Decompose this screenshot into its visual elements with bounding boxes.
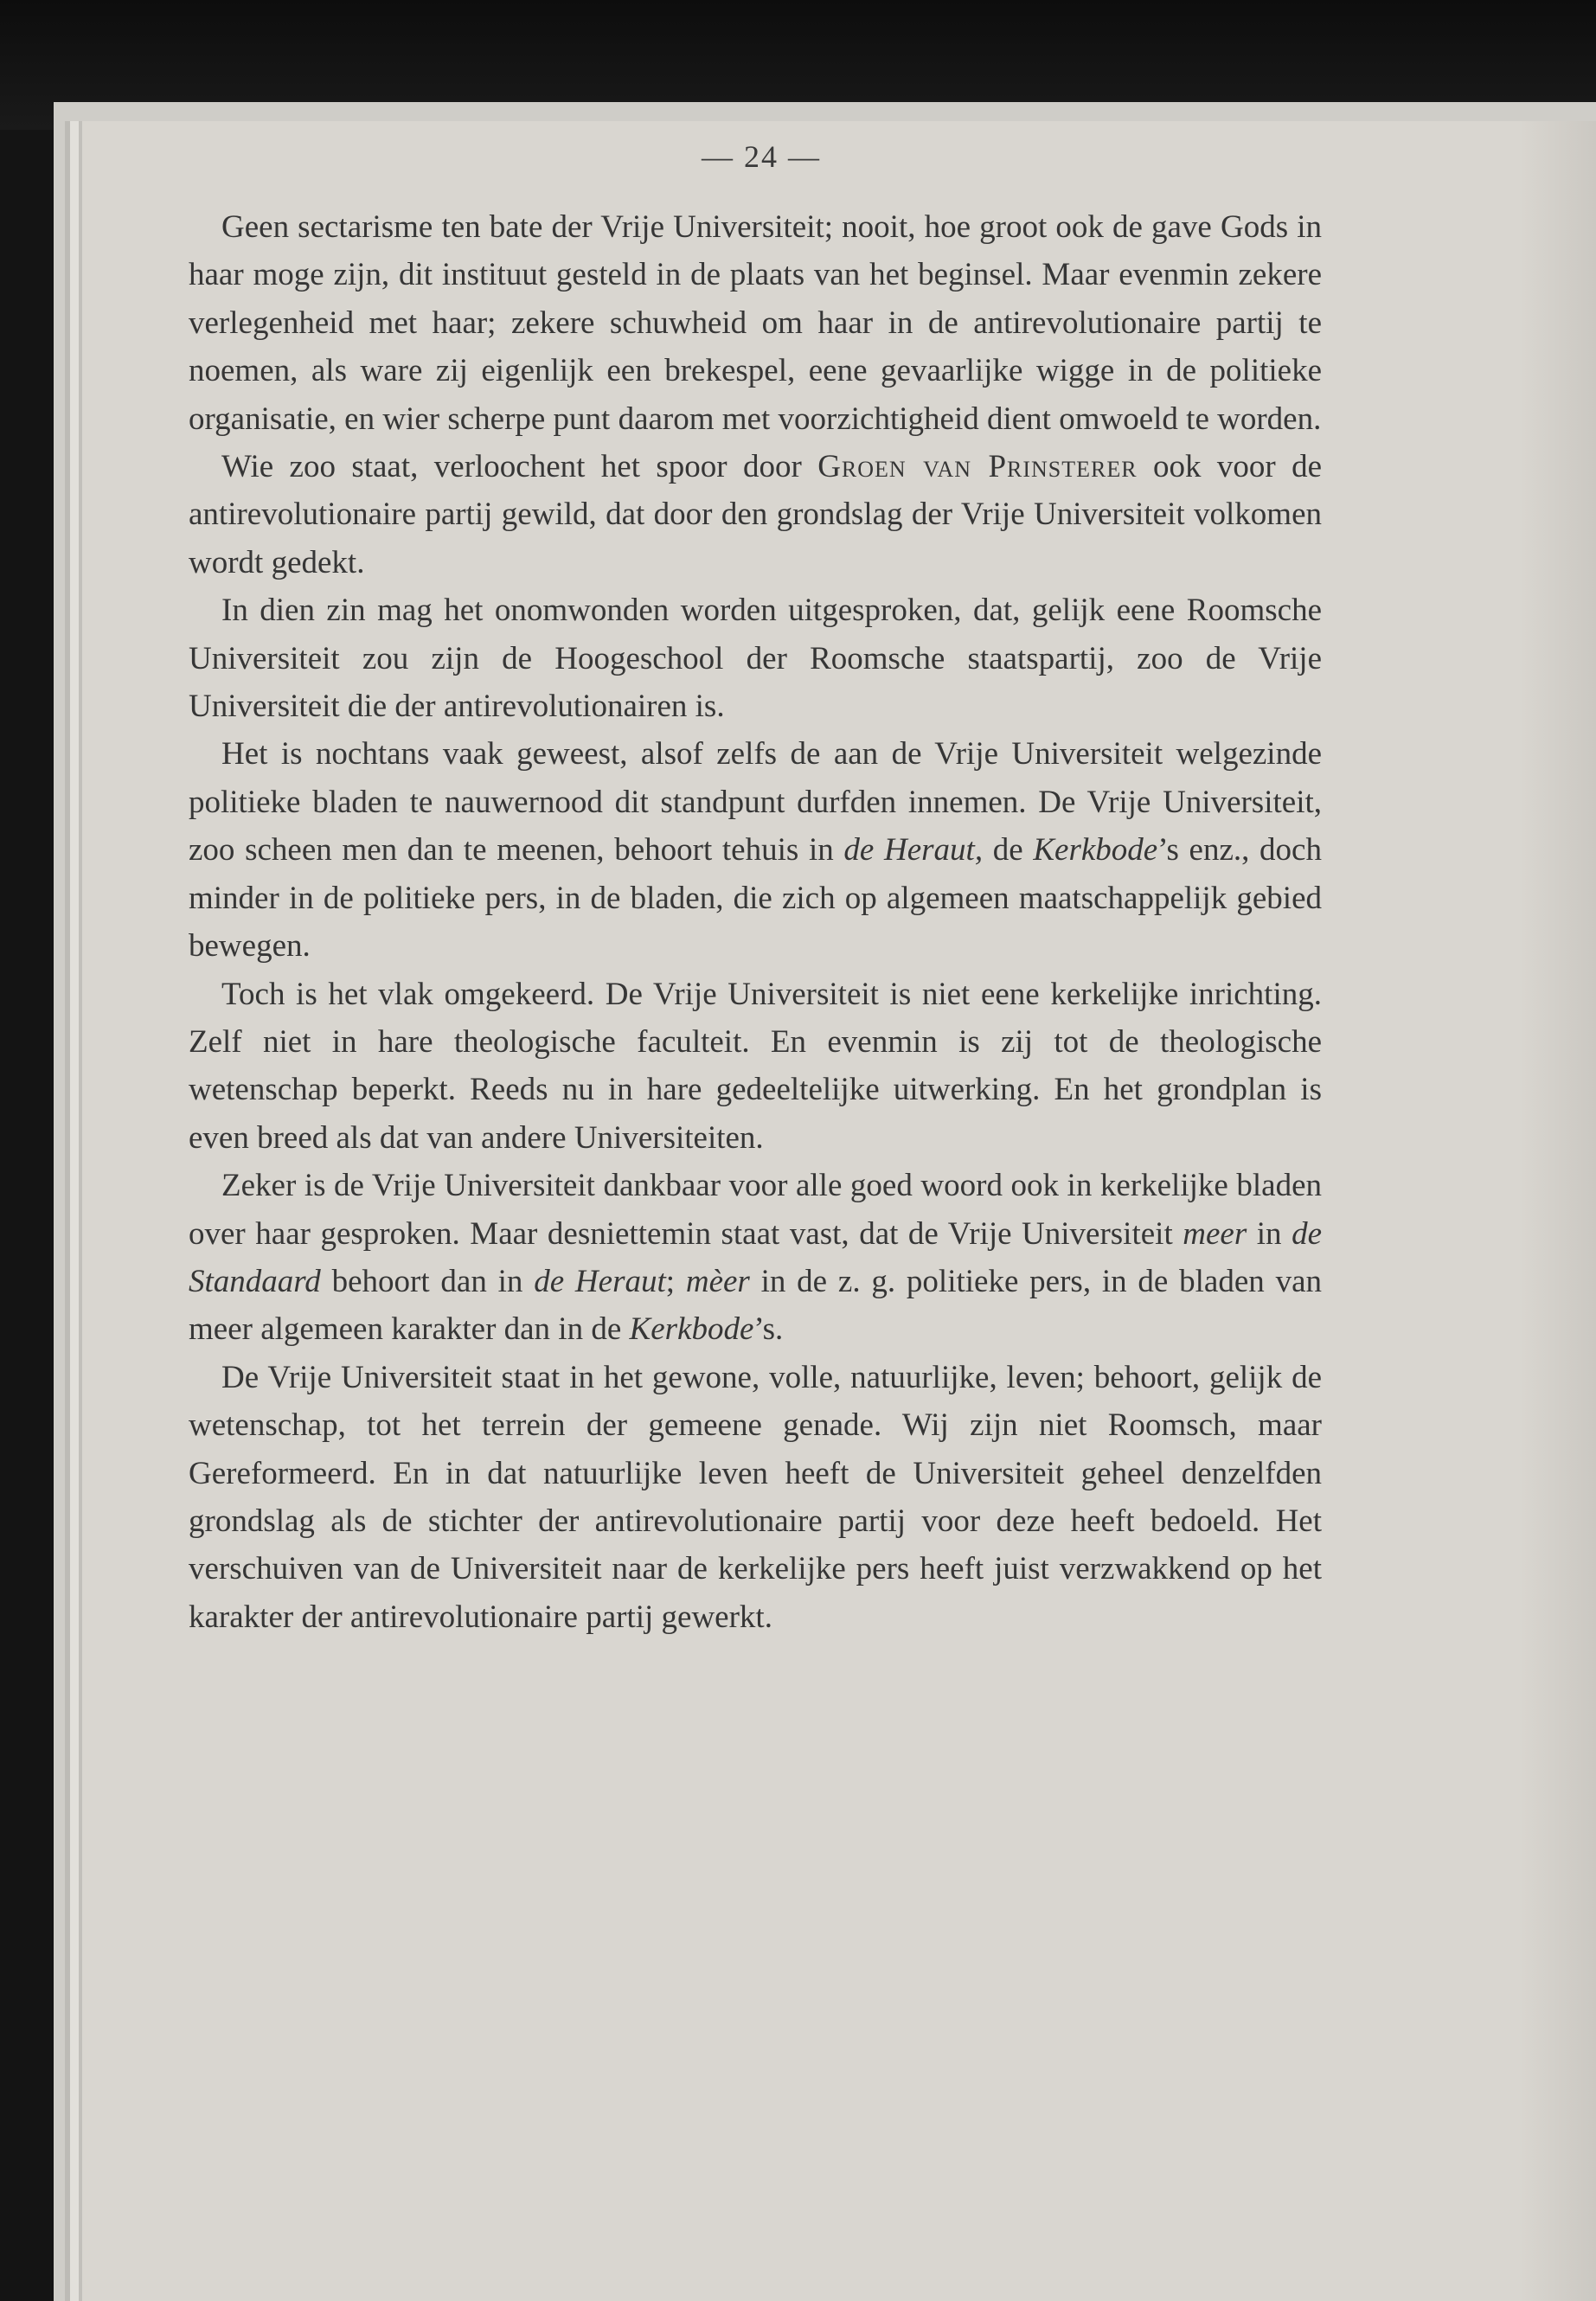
paragraph (189, 203, 1322, 443)
text-run: De Vrije Universiteit staat in het gewone, volle, natuurlijke, leven; behoort, gelijk de wetenschap, tot het terrein der gemeene genade. Wij zijn niet Roomsch, maar Gereformeerd. En in dat natuurlijke leven heeft de Universiteit geheel denzelfden grondslag als de stichter der antirevolutionaire partij voor deze heeft bedoeld. Het verschuiven van de Universiteit naar de kerkelijke pers heeft juist verzwakkend op het karakter der antirevolutionaire partij gewerkt. (189, 1359, 1322, 1635)
small-caps-text: Groen van Prinsterer (817, 449, 1138, 485)
text-run: ; (665, 1263, 686, 1299)
text-run: in (1247, 1215, 1292, 1252)
italic-text: Kerkbode (629, 1311, 754, 1348)
body-text (189, 203, 1322, 1641)
italic-text: meer (1183, 1215, 1247, 1252)
text-run: Geen sectarisme ten bate der Vrije Universiteit; nooit, hoe groot ook de gave Gods in haar moge zijn, dit instituut gesteld in de plaats van het beginsel. Maar evenmin zekere verlegenheid met haar; zekere schuwheid om haar in de antirevolutionaire partij te noemen, als ware zij eigenlijk een brekespel, eene gevaarlijke wigge in de politieke organisatie, en wier scherpe punt daarom met voorzichtigheid dient omwoeld te worden. (189, 209, 1322, 437)
paragraph (189, 730, 1322, 970)
text-run: de (983, 832, 1034, 868)
text-run: in de z. g. politieke pers, in de bladen van meer algemeen karakter dan in de (189, 1263, 1322, 1348)
italic-text: Kerkbode (1033, 832, 1158, 868)
italic-text: mèer (685, 1263, 750, 1299)
text-run: Het is nochtans vaak geweest, alsof zelfs de aan de Vrije Universiteit welgezinde politieke bladen te nauwernood dit standpunt durfden innemen. De Vrije Universiteit, zoo scheen men dan te meenen, behoort tehuis in (189, 736, 1322, 868)
text-run: Toch is het vlak omgekeerd. De Vrije Universiteit is niet eene kerkelijke inrichting. Zelf niet in hare theologische faculteit. En evenmin is zij tot de theologische wetenschap beperkt. Reeds nu in hare gedeeltelijke uitwerking. En het grondplan is even breed als dat van andere Universiteiten. (189, 976, 1322, 1156)
italic-text: de Standaard (189, 1215, 1323, 1299)
text-run: Wie zoo staat, verloochent het spoor door (221, 449, 818, 485)
page-shadow (1518, 121, 1596, 2301)
text-run: Zeker is de Vrije Universiteit dankbaar voor alle goed woord ook in kerkelijke bladen over haar gesproken. Maar desniettemin staat vast, dat de Vrije Universiteit (189, 1168, 1322, 1252)
text-run: behoort dan in (320, 1263, 535, 1299)
paragraph (189, 1354, 1322, 1641)
italic-text: de Heraut (534, 1263, 666, 1299)
italic-text: de Heraut, (843, 832, 984, 868)
text-run: ook voor de antirevolutionaire partij gewild, dat door den grondslag der Vrije Universiteit volkomen wordt gedekt. (189, 449, 1322, 580)
paragraph (189, 1162, 1322, 1354)
page-number: — 24 — (702, 139, 821, 174)
paragraph (189, 971, 1322, 1163)
text-run: In dien zin mag het onomwonden worden uitgesproken, dat, gelijk eene Roomsche Universiteit zou zijn de Hoogeschool der Roomsche staatspartij, zoo de Vrije Universiteit die der antirevolutionairen is. (189, 593, 1322, 725)
text-run: ’s enz., doch minder in de politieke pers, in de bladen, die zich op algemeen maatschappelijk gebied bewegen. (189, 832, 1322, 965)
paragraph (189, 586, 1322, 730)
text-run: ’s. (753, 1311, 784, 1348)
paragraph (189, 443, 1322, 586)
